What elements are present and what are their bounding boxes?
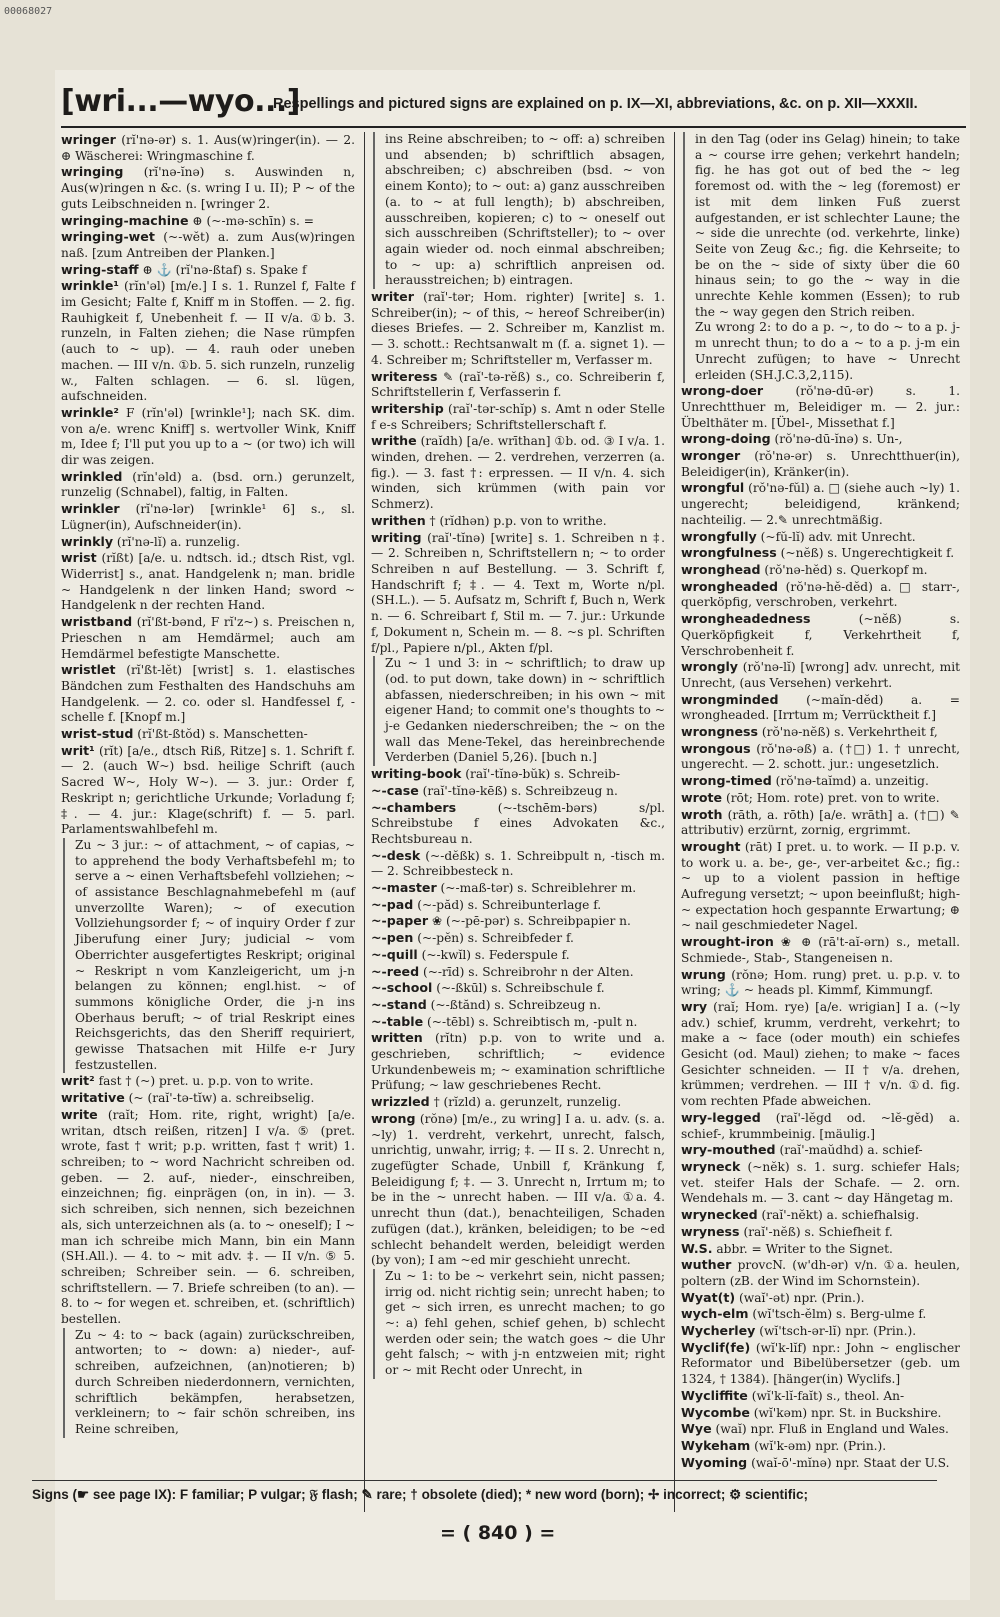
entry-text: (~-maß-tǝr) s. Schreiblehrer m. bbox=[440, 881, 637, 896]
entry-text: (rŏ'nǝ-dū-ǝr) s. 1. Unrechtthuer m, Beleidiger m. — 2. jur.: Übelthäter m. [Übel-, Missethat f.] bbox=[681, 384, 961, 430]
dictionary-entry bbox=[681, 1159, 960, 1207]
dictionary-entry bbox=[371, 897, 665, 914]
entry-text: † (rĭzld) a. gerunzelt, runzelig. bbox=[433, 1095, 622, 1110]
entry-text: (raĭ'-tĭnǝ) [write] s. 1. Schreiben n ‡. — 2. Schreiben n, Schriftstellern n; ~ to order Schreiben n auf Bestellung. — 3. Schrift f, Handschrift f; ‡. — 4. Text m, Worte n/pl. (SH.L.). — 5. Aufsatz m, Schrift f, Buch n, Werk n. — 6. Schreibart f, Stil m. — 7. jur.: Urkunde f, Dokument n, Schein m. — 8. ~s pl. Schriften f/pl., Papiere n/pl., Akten f/pl. bbox=[371, 530, 666, 655]
headword: Wyoming bbox=[681, 1454, 748, 1470]
dictionary-entry bbox=[61, 1090, 355, 1107]
dictionary-entry bbox=[371, 530, 665, 657]
dictionary-entry bbox=[61, 614, 355, 662]
headword: wronghead bbox=[681, 561, 761, 577]
entry-text: ❀ ⊕ (rā't-aĭ-ǝrn) s., metall. Schmiede-, Stab-, Stangeneisen n. bbox=[681, 935, 960, 965]
dictionary-entry bbox=[371, 1094, 665, 1111]
dictionary-entry bbox=[61, 213, 355, 230]
entry-text: (rŏ'nǝ-nĕß) s. Verkehrtheit f, bbox=[761, 725, 938, 740]
dictionary-entry bbox=[61, 405, 355, 469]
headword: write bbox=[61, 1106, 98, 1122]
entry-text: (rĭn'ǝld) a. (bsd. orn.) gerunzelt, runzelig (Schnabel), faltig, in Falten. bbox=[61, 469, 356, 500]
dictionary-entry bbox=[681, 1241, 960, 1258]
entry-text: (rĭ'nǝ-lĭ) a. runzelig. bbox=[116, 534, 240, 549]
dictionary-entry bbox=[681, 529, 960, 546]
headword: wrought bbox=[681, 838, 741, 854]
entry-text: ⊕ ⚓ (rĭ'nǝ-ßtaf) s. Spake f bbox=[142, 262, 307, 277]
entry-text: (rŏ'nǝ-taĭmd) a. unzeitig. bbox=[775, 774, 929, 789]
dictionary-entry bbox=[681, 1323, 960, 1340]
headword: ~-pad bbox=[371, 896, 414, 912]
headword: wringing bbox=[61, 164, 124, 180]
entry-text: (rŏ'nǝ-hĕd) s. Querkopf m. bbox=[764, 562, 928, 577]
dictionary-entry bbox=[681, 724, 960, 741]
dictionary-entry bbox=[681, 1224, 960, 1241]
entry-subsection bbox=[373, 132, 665, 289]
dictionary-entry bbox=[371, 980, 665, 997]
entry-text: (~maĭn-dĕd) a. = wrongheaded. [Irrtum m; Verrücktheit f.] bbox=[681, 692, 961, 723]
entry-subsection bbox=[683, 132, 960, 320]
dictionary-entry bbox=[681, 1405, 960, 1422]
entry-text: (wĭ'tsch-ĕlm) s. Berg-ulme f. bbox=[752, 1307, 927, 1322]
headword: ~-stand bbox=[371, 996, 427, 1012]
entry-text: provcN. (w'dh-ǝr) v/n. ①a. heulen, poltern (zB. der Wind im Schornstein). bbox=[681, 1258, 960, 1288]
entry-text: (~nĕß) s. Ungerechtigkeit f. bbox=[780, 546, 955, 561]
dictionary-entry bbox=[61, 662, 355, 726]
entry-text: (rĭn'ǝl) [m/e.] I s. 1. Runzel f, Falte f im Gesicht; Falte f, Kniff m in Stoffen. — 2. fig. Rauhigkeit f, Unebenheit f. — II v/a. ①b. 3. runzeln, in Falten ziehen; die Nase rümpfen (auch to ~ up). — 4. rauh oder uneben machen. — III v/n. ①b. 5. sich runzeln, runzelig w., Falten schlagen. — 6. sl. lügen, aufschneiden. bbox=[61, 279, 355, 404]
dictionary-entry bbox=[681, 545, 960, 562]
entry-range: [wri...—wyo...] bbox=[61, 84, 300, 119]
headword: wristlet bbox=[61, 662, 116, 678]
entry-text: (~fŭ-lĭ) adv. mit Unrecht. bbox=[760, 529, 916, 544]
entry-text: (rĭ'nǝ-lǝr) [wrinkle¹ 6] s., sl. Lügner(in), Aufschneider(in). bbox=[61, 502, 356, 532]
headword: writing-book bbox=[371, 766, 462, 782]
headword: ~-school bbox=[371, 980, 433, 996]
scan-id: 00068027 bbox=[4, 6, 53, 17]
headword: wrongminded bbox=[681, 691, 779, 707]
dictionary-entry bbox=[371, 766, 665, 783]
dictionary-entry bbox=[61, 743, 355, 838]
headword: wrist bbox=[61, 550, 97, 566]
headword: wrynecked bbox=[681, 1207, 758, 1223]
entry-text: (raĭ'-tĭnǝ-bŭk) s. Schreib- bbox=[465, 767, 621, 782]
headword: writ¹ bbox=[61, 742, 95, 758]
entry-text: † (rĭdhǝn) p.p. von to writhe. bbox=[429, 513, 607, 528]
column-2 bbox=[371, 132, 671, 1512]
dictionary-entry bbox=[681, 807, 960, 839]
entry-text: (~-tēbl) s. Schreibtisch m, -pult n. bbox=[427, 1014, 638, 1029]
entry-text: (waĭ-ō'-mĭnǝ) npr. Staat der U.S. bbox=[751, 1455, 950, 1470]
dictionary-page bbox=[55, 70, 970, 1600]
headword: Wyclif(fe) bbox=[681, 1339, 751, 1355]
entry-subsection bbox=[683, 320, 960, 383]
entry-text: Zu ~ 4: to ~ back (again) zurückschreiben, antworten; to ~ down: a) nieder-, auf-schreiben, aufzeichnen, (an)notieren; b) durch Schreiben niederdonnern, vernichten, schriftlich bekämpfen, herabsetzen, verkleinern; to ~ fair schön schreiben, ins Reine schreiben, bbox=[75, 1327, 355, 1436]
dictionary-entry bbox=[371, 930, 665, 947]
entry-text: (wĭ'tsch-ǝr-lĭ) npr. (Prin.). bbox=[759, 1324, 917, 1339]
dictionary-entry bbox=[681, 611, 960, 659]
dictionary-entry bbox=[681, 431, 960, 448]
dictionary-entry bbox=[681, 480, 960, 528]
headword: wrist-stud bbox=[61, 726, 134, 742]
headword: ~-master bbox=[371, 880, 437, 896]
headword: wry bbox=[681, 998, 708, 1014]
entry-text: (raĭ'-lĕgd od. ~lĕ-gĕd) a. schief-, krummbeinig. [mäulig.] bbox=[681, 1110, 960, 1141]
headword: ~-table bbox=[371, 1013, 424, 1029]
entry-text: (rĭ'nǝ-ĭnǝ) s. Auswinden n, Aus(w)ringen n &c. (s. wring I u. II); P ~ of the guts Leibschneiden n. [wringer 2. bbox=[61, 165, 356, 211]
dictionary-entry bbox=[681, 448, 960, 480]
dictionary-entry bbox=[681, 692, 960, 724]
entry-text: (wĭ'k-lĭf) npr.: John ~ englischer Reformator und Bibelübersetzer (geb. um 1324, † 1384). [hänger(in) Wyclifs.] bbox=[681, 1340, 960, 1387]
dictionary-entry bbox=[681, 1142, 960, 1159]
dictionary-entry bbox=[371, 433, 665, 513]
dictionary-entry bbox=[371, 513, 665, 530]
entry-text: (~-kwĭl) s. Federspule f. bbox=[421, 947, 570, 962]
dictionary-entry bbox=[61, 229, 355, 261]
dictionary-entry bbox=[681, 1455, 960, 1472]
entry-text: (raĭdh) [a/e. wrīthan] ①b. od. ③ I v/a. 1. winden, drehen. — 2. verdrehen, verzerren (a. fig.). — 3. fast †: erpressen. — II v/n. 4. sich winden, sich krümmen (with pain vor Schmerz). bbox=[371, 434, 665, 512]
headword: wrote bbox=[681, 789, 723, 805]
column-divider bbox=[674, 132, 675, 1512]
entry-text: (raĭ'-tǝr-schĭp) s. Amt n oder Stelle f e-s Schreibers; Schriftstellerschaft f. bbox=[371, 401, 666, 432]
headword: wry-legged bbox=[681, 1109, 761, 1125]
dictionary-entry bbox=[61, 534, 355, 551]
entry-text: Zu ~ 3 jur.: ~ of attachment, ~ of capias, ~ to apprehend the body Verhaftsbefehl m; to serve a ~ einen Verhaftsbefehl vollziehen; ~ of assistance Beschlagnahmebefehl m (auf unverzollte Waren); ~ of execution Vollziehungsorder f; ~ of inquiry Order f zur Jiberufung einer Jury; judicial ~ vom Oberrichter ausgefertigtes Reskript; original ~ Reskript n vom Kanzleigericht, um j-n belangen zu können; engl.hist. ~ of summons königliche Order, die j-n ins Oberhaus beruft; ~ of trial Reskript eines Reichsgerichts, das den Sheriff requiriert, gewisse Thatsachen mit Hilfe e-r Jury festzustellen. bbox=[75, 837, 355, 1072]
entry-text: (rĭ'ßt-ßtŏd) s. Manschetten- bbox=[137, 727, 308, 742]
headword: writing bbox=[371, 529, 422, 545]
headword: wych-elm bbox=[681, 1306, 749, 1322]
entry-text: (waĭ'-ǝt) npr. (Prin.). bbox=[739, 1290, 865, 1305]
headword: Wyat(t) bbox=[681, 1289, 736, 1305]
dictionary-entry bbox=[371, 947, 665, 964]
headword: wrizzled bbox=[371, 1094, 430, 1110]
dictionary-entry bbox=[681, 790, 960, 807]
headword: wrinkle¹ bbox=[61, 278, 119, 294]
entry-text: (rĭt) [a/e., dtsch Riß, Ritze] s. 1. Schrift f. — 2. (auch W~) bsd. heilige Schrift (auch Sacred W~, Holy W~). — 3. jur.: Order f, Reskript n; gerichtliche Urkunde; Vorladung f; ‡. — 4. jur.: Klage(schrift) f. — 5. parl. Parlamentswahlbefehl m. bbox=[61, 743, 356, 837]
dictionary-entry bbox=[371, 369, 665, 401]
headword: wring-staff bbox=[61, 261, 139, 277]
page-number: = ( 840 ) = bbox=[440, 1522, 556, 1544]
dictionary-entry bbox=[371, 1014, 665, 1031]
entry-text: (wĭ'kǝm) npr. St. in Buckshire. bbox=[753, 1405, 942, 1420]
headword: wrought-iron bbox=[681, 934, 774, 950]
headword: ~-reed bbox=[371, 963, 420, 979]
dictionary-entry bbox=[681, 1257, 960, 1289]
dictionary-entry bbox=[681, 1388, 960, 1405]
dictionary-entry bbox=[61, 164, 355, 212]
dictionary-entry bbox=[681, 967, 960, 999]
headword: wrinkly bbox=[61, 533, 114, 549]
entry-text: (~nĕß) s. Querköpfigkeit f, Verkehrtheit f, Verschrobenheit f. bbox=[681, 612, 960, 658]
entry-text: (rŏ'nǝ-lĭ) [wrong] adv. unrecht, mit Unrecht, (aus Versehen) verkehrt. bbox=[681, 660, 961, 690]
headword: wrongness bbox=[681, 724, 758, 740]
signs-legend: Signs (☛ see page IX): F familiar; P vulgar; 𝔉 flash; ✎ rare; † obsolete (died); * new word (born); ✢ incorrect; ⚙ scientific; bbox=[32, 1480, 937, 1503]
headword: wuther bbox=[681, 1257, 732, 1273]
entry-text: (rŏnǝ; Hom. rung) pret. u. p.p. v. to wring; ⚓ ~ heads pl. Kimmf, Kimmungf. bbox=[681, 967, 961, 998]
dictionary-entry bbox=[681, 1110, 960, 1142]
column-1 bbox=[61, 132, 361, 1512]
dictionary-entry bbox=[61, 501, 355, 533]
entry-text: ⊕ (~-mǝ-schīn) s. = bbox=[192, 213, 314, 228]
entry-text: (rŏnǝ) [m/e., zu wring] I a. u. adv. (s. a. ~ly) 1. verdreht, verkehrt, unrecht, falsch, unrichtig, unwahr, irrig; ‡. — II s. 2. Unrecht n, zugefügter Schade, Unbill f, Kränkung f, Beleidigung f; ‡. — 3. Unrecht n, Irrtum m; to be in the ~ unrecht haben. — III v/a. ①a. 4. unrecht thun (dat.), benachteiligen, Schaden zufügen (dat.), kränken, beleidigen; to be ~ed schlecht behandelt werden, beleidigt werden (by von); I am ~ed mir geschieht unrecht. bbox=[371, 1111, 665, 1268]
dictionary-entry bbox=[371, 289, 665, 369]
entry-text: Zu ~ 1 und 3: in ~ schriftlich; to draw up (od. to put down, take down) in ~ schriftlich abfassen, niederschreiben; in his own ~ mit eigener Hand; to commit one's thoughts to ~ j-e Gedanken niederschreiben; the ~ on the wall das Mene-Tekel, das hereinbrechende Verderben (Daniel 5,26). [buch n.] bbox=[385, 656, 665, 765]
entry-text: (raĭ'-nĕkt) a. schiefhalsig. bbox=[761, 1208, 920, 1223]
headword: ~-case bbox=[371, 782, 419, 798]
entry-text: in den Tag (oder ins Gelag) hinein; to take a ~ course irre gehen; verkehrt handeln; fig. he has got out of bed the ~ leg foremost od. with the ~ leg (foremost) er ist mit dem linken Fuß zuerst aufgestanden, er ist schlechter Laune; the ~ side die unrechte (od. verkehrte, linke) Seite von Zeug &c.; fig. die Kehrseite; to be on the ~ side of sixty über die 60 hinaus sein; to go the ~ way in die unrechte Kehle kommen (Essen); to rub the ~ way gegen den Strich reiben. bbox=[695, 132, 960, 319]
entry-text: (raĭ'-tĭnǝ-kēß) s. Schreibzeug n. bbox=[422, 783, 618, 798]
entry-text: (~-păd) s. Schreibunterlage f. bbox=[417, 897, 602, 912]
headword: wrongfully bbox=[681, 528, 757, 544]
dictionary-entry bbox=[681, 773, 960, 790]
entry-text: (~-dĕßk) s. 1. Schreibpult n, -tisch m. — 2. Schreibbesteck n. bbox=[371, 848, 665, 879]
dictionary-entry bbox=[681, 383, 960, 431]
entry-text: (rŏ'nǝ-fŭl) a. □ (siehe auch ~ly) 1. ungerecht; beleidigend, kränkend; nachteilig. — 2.✎ unrechtmäßig. bbox=[681, 481, 961, 527]
headword: wryness bbox=[681, 1223, 740, 1239]
headword: wrinkled bbox=[61, 468, 123, 484]
headword: wringing-machine bbox=[61, 212, 189, 228]
headword: wryneck bbox=[681, 1159, 741, 1174]
headword: wrong-doing bbox=[681, 431, 771, 447]
entry-text: (~-rīd) s. Schreibrohr n der Alten. bbox=[422, 964, 634, 979]
entry-subsection bbox=[373, 656, 665, 766]
dictionary-entry bbox=[61, 726, 355, 743]
headword: wry-mouthed bbox=[681, 1142, 776, 1158]
entry-text: (~-ßkūl) s. Schreibschule f. bbox=[436, 981, 605, 996]
dictionary-entry bbox=[681, 1290, 960, 1307]
entry-text: ❀ (~-pē-pǝr) s. Schreibpapier n. bbox=[431, 914, 631, 929]
headword: Wye bbox=[681, 1421, 712, 1437]
dictionary-entry bbox=[61, 132, 355, 164]
headword: writhen bbox=[371, 512, 426, 528]
entry-text: (raĭ'-maŭdhd) a. schief- bbox=[779, 1143, 923, 1158]
entry-text: abbr. = Writer to the Signet. bbox=[716, 1241, 893, 1256]
headword: written bbox=[371, 1030, 423, 1046]
entry-text: (~nĕk) s. 1. surg. schiefer Hals; vet. steifer Hals der Schafe. — 2. orn. Wendehals m. — 3. cant ~ day Hängetag m. bbox=[681, 1160, 960, 1206]
entry-text: (rĭtn) p.p. von to write und a. geschrieben, schriftlich; ~ evidence Urkundenbeweis m; ~ examination schriftliche Prüfung; ~ law geschriebenes Recht. bbox=[371, 1031, 665, 1093]
dictionary-entry bbox=[371, 848, 665, 880]
headword: wrongous bbox=[681, 740, 751, 756]
dictionary-entry bbox=[371, 783, 665, 800]
dictionary-entry bbox=[371, 880, 665, 897]
entry-text: (rĭ'ßt-bǝnd, F rĭ'z~) s. Preischen n, Prieschen n am Hemdärmel; auch am Hemdärmel befestigte Manschette. bbox=[61, 615, 356, 661]
headword: Wykeham bbox=[681, 1437, 751, 1453]
entry-subsection bbox=[373, 1269, 665, 1379]
headword: ~-desk bbox=[371, 847, 421, 863]
headword: Wycliffite bbox=[681, 1387, 748, 1403]
entry-text: (rāth, a. rōth) [a/e. wrāth] a. (†□) ✎ attributiv) erzürnt, zornig, ergrimmt. bbox=[681, 807, 960, 838]
headword: writer bbox=[371, 289, 414, 305]
headword: ~-paper bbox=[371, 913, 429, 929]
entry-text: (~-tschēm-bǝrs) s/pl. Schreibstube f eines Advokaten &c., Rechtsbureau n. bbox=[371, 800, 665, 846]
dictionary-entry bbox=[61, 1073, 355, 1090]
headword: wrong-doer bbox=[681, 383, 764, 399]
headword: writeress bbox=[371, 368, 438, 384]
headword: wronger bbox=[681, 448, 741, 464]
page-header bbox=[61, 84, 966, 128]
headword: Wycherley bbox=[681, 1323, 756, 1339]
dictionary-entry bbox=[371, 401, 665, 433]
header-notice: Respellings and pictured signs are explained on p. IX—XI, abbreviations, &c. on p. XII—XXXII. bbox=[273, 96, 918, 112]
headword: wroth bbox=[681, 806, 723, 822]
dictionary-entry bbox=[681, 579, 960, 611]
entry-text: (raĭ; Hom. rye) [a/e. wrigian] I a. (~ly adv.) schief, krumm, verdreht, verkehrt; to make a ~ face (oder mouth) ein schiefes Gesicht (od. Maul) ziehen; to make ~ faces Gesichter schneiden. — II † v/a. drehen, krümmen; verdrehen. — III † v/n. ①d. fig. vom rechten Pfade abweichen. bbox=[681, 999, 960, 1109]
entry-text: (rŏ'nǝ-hĕ-dĕd) a. □ starr-, querköpfig, verschroben, verkehrt. bbox=[681, 579, 960, 610]
headword: wrongheadedness bbox=[681, 611, 811, 627]
dictionary-entry bbox=[681, 1306, 960, 1323]
entry-text: ins Reine abschreiben; to ~ off: a) schreiben und absenden; b) schriftlich absagen, abschreiben; c) abschreiben (bsd. ~ von einem Konto); to ~ out: a) ganz ausschreiben (a. to ~ at full length); b) abschreiben, ausschreiben, kopieren; c) to ~ oneself out sich ausschreiben (Schriftsteller); to ~ over again wieder od. noch einmal abschreiben; to ~ up: a) schriftlich anpreisen od. herausstreichen; b) eintragen. bbox=[385, 132, 666, 288]
headword: Wycombe bbox=[681, 1404, 750, 1420]
headword: wrung bbox=[681, 966, 726, 982]
dictionary-entry bbox=[681, 839, 960, 934]
entry-columns bbox=[61, 132, 966, 1512]
dictionary-entry bbox=[61, 1107, 355, 1328]
dictionary-entry bbox=[371, 964, 665, 981]
dictionary-entry bbox=[681, 1340, 960, 1388]
entry-text: (~-wĕt) a. zum Aus(w)ringen naß. [zum Antreiben der Planken.] bbox=[61, 230, 355, 260]
entry-text: Zu wrong 2: to do a p. ~, to do ~ to a p. j-m unrecht thun; to do a ~ to a p. j-m ein Unrecht zufügen; to have ~ Unrecht erleiden (SH.J.C.3,2,115). bbox=[695, 320, 960, 382]
entry-text: (~-ßtănd) s. Schreibzeug n. bbox=[430, 997, 601, 1012]
entry-subsection bbox=[63, 1328, 355, 1438]
headword: wringer bbox=[61, 132, 116, 147]
headword: writative bbox=[61, 1090, 125, 1106]
entry-text: (rŏ'nǝ-ǝß) a. (†□) 1. † unrecht, ungerecht. — 2. schott. jur.: ungesetzlich. bbox=[681, 741, 961, 772]
entry-text: (rōt; Hom. rote) pret. von to write. bbox=[725, 790, 940, 805]
headword: wrongheaded bbox=[681, 578, 779, 594]
entry-text: (wĭ'k-lĭ-faĭt) s., theol. An- bbox=[751, 1388, 905, 1403]
dictionary-entry bbox=[681, 1438, 960, 1455]
headword: wrongly bbox=[681, 659, 739, 675]
entry-text: (rĭßt) [a/e. u. ndtsch. id.; dtsch Rist, vgl. Widerrist] s., anat. Handgelenk n; man. bridle ~ Handgelenk n der linken Hand; sword ~ Handgelenk n der rechten Hand. bbox=[61, 551, 356, 613]
dictionary-entry bbox=[371, 800, 665, 848]
headword: wristband bbox=[61, 614, 133, 630]
headword: wrongful bbox=[681, 480, 745, 496]
entry-text: (~ (raĭ'-tǝ-tĭw) a. schreibselig. bbox=[128, 1091, 315, 1106]
entry-text: (raĭt; Hom. rite, right, wright) [a/e. writan, dtsch reißen, ritzen] I v/a. ⑤ (pret. wrote, fast † writ; p.p. written, fast † writ) 1. schreiben; to ~ word Nachricht schreiben od. geben. — 2. auf-, nieder-, einschreiben, einzeichnen; fig. einprägen (on, in in). — 3. sich schreiben, sich nennen, sich bezeichnen als, sich unterzeichnen als (a. to ~ oneself); I ~ man ich schreibe mich Mann, bin ein Mann (SH.All.). — 4. to ~ mit adv. ‡. — II v/n. ⑤ 5. schreiben; Schreiber sein. — 6. schreiben, schriftstellern. — 7. Briefe schreiben (to an). — 8. to ~ for wegen et. schreiben, et. (schriftlich) bestellen. bbox=[61, 1107, 356, 1327]
dictionary-entry bbox=[61, 550, 355, 614]
headword: wringing-wet bbox=[61, 229, 155, 245]
dictionary-entry bbox=[371, 1030, 665, 1094]
entry-text: (rĭ'ßt-lĕt) [wrist] s. 1. elastisches Bändchen zum Festhalten des Handschuhs am Handgelenk. — 2. co. oder sl. Handfessel f, -schelle f. [Knopf m.] bbox=[61, 663, 355, 725]
entry-text: (rŏ'nǝ-ǝr) s. Unrechtthuer(in), Beleidiger(in), Kränker(in). bbox=[681, 449, 960, 479]
dictionary-entry bbox=[681, 1421, 960, 1438]
dictionary-entry bbox=[371, 997, 665, 1014]
entry-text: (waĭ) npr. Fluß in England und Wales. bbox=[715, 1422, 949, 1437]
entry-text: ✎ (raĭ'-tǝ-rĕß) s., co. Schreiberin f, Schriftstellerin f, Verfasserin f. bbox=[371, 369, 666, 400]
headword: ~-chambers bbox=[371, 799, 457, 815]
headword: W.S. bbox=[681, 1240, 713, 1256]
column-3 bbox=[681, 132, 966, 1512]
entry-text: (raĭ'-tǝr; Hom. righter) [write] s. 1. Schreiber(in); ~ of this, ~ hereof Schreiber(in) dieses Briefes. — 2. Schreiber m, Kanzlist m. — 3. schott.: Rechtsanwalt m (f. a. signet 1). — 4. Schreiber m; Schriftsteller m, Verfasser m. bbox=[371, 290, 666, 367]
entry-text: (wĭ'k-ǝm) npr. (Prin.). bbox=[754, 1438, 887, 1453]
column-divider bbox=[364, 132, 365, 1512]
dictionary-entry bbox=[681, 741, 960, 773]
dictionary-entry bbox=[61, 262, 355, 279]
entry-text: (rāt) I pret. u. to work. — II p.p. v. to work u. a. be-, ge-, ver-arbeitet &c.; fig.: ~ up to a violent passion in heftige Aufregung versetzt; ~ upon beeinflußt; high-~ expectation hoch gespannte Erwartung; ⊕ ~ nail geschmiedeter Nagel. bbox=[681, 839, 960, 933]
entry-text: (rĭ'nǝ-ǝr) s. 1. Aus(w)ringer(in). — 2. ⊕ Wäscherei: Wringmaschine f. bbox=[61, 133, 355, 163]
entry-text: fast † (~) pret. u. p.p. von to write. bbox=[98, 1074, 314, 1089]
headword: wrinkler bbox=[61, 501, 120, 517]
entry-text: F (rĭn'ǝl) [wrinkle¹]; nach SK. dim. von a/e. wrenc Kniff] s. wertvoller Wink, Kniff m, Idee f; I'll put you up to a ~ (or two) ich will dir was zeigen. bbox=[61, 405, 356, 468]
headword: writ² bbox=[61, 1073, 95, 1089]
headword: wrongfulness bbox=[681, 545, 777, 561]
dictionary-entry bbox=[681, 562, 960, 579]
dictionary-entry bbox=[681, 934, 960, 966]
dictionary-entry bbox=[371, 1111, 665, 1269]
entry-subsection bbox=[63, 838, 355, 1074]
dictionary-entry bbox=[61, 469, 355, 501]
headword: ~-quill bbox=[371, 946, 418, 962]
dictionary-entry bbox=[61, 278, 355, 405]
dictionary-entry bbox=[681, 1207, 960, 1224]
headword: ~-pen bbox=[371, 930, 414, 946]
entry-text: (raĭ'-nĕß) s. Schiefheit f. bbox=[743, 1224, 893, 1239]
entry-text: Zu ~ 1: to be ~ verkehrt sein, nicht passen; irrig od. nicht richtig sein; unrecht haben; to get ~ sich irren, es unrecht machen; to go ~: a) fehl gehen, schief gehen, b) schlecht werden oder sein; the watch goes ~ die Uhr geht falsch; ~ with j-n entzweien mit; right or ~ mit Recht oder Unrecht, in bbox=[385, 1268, 665, 1378]
headword: writership bbox=[371, 400, 444, 416]
entry-text: (~-pĕn) s. Schreibfeder f. bbox=[417, 931, 574, 946]
headword: wrong-timed bbox=[681, 773, 772, 789]
headword: wrong bbox=[371, 1110, 416, 1126]
entry-text: (rŏ'nǝ-dū-ĭnǝ) s. Un-, bbox=[774, 432, 903, 447]
dictionary-entry bbox=[681, 659, 960, 691]
dictionary-entry bbox=[681, 999, 960, 1110]
headword: writhe bbox=[371, 433, 417, 449]
dictionary-entry bbox=[371, 913, 665, 930]
headword: wrinkle² bbox=[61, 404, 119, 420]
